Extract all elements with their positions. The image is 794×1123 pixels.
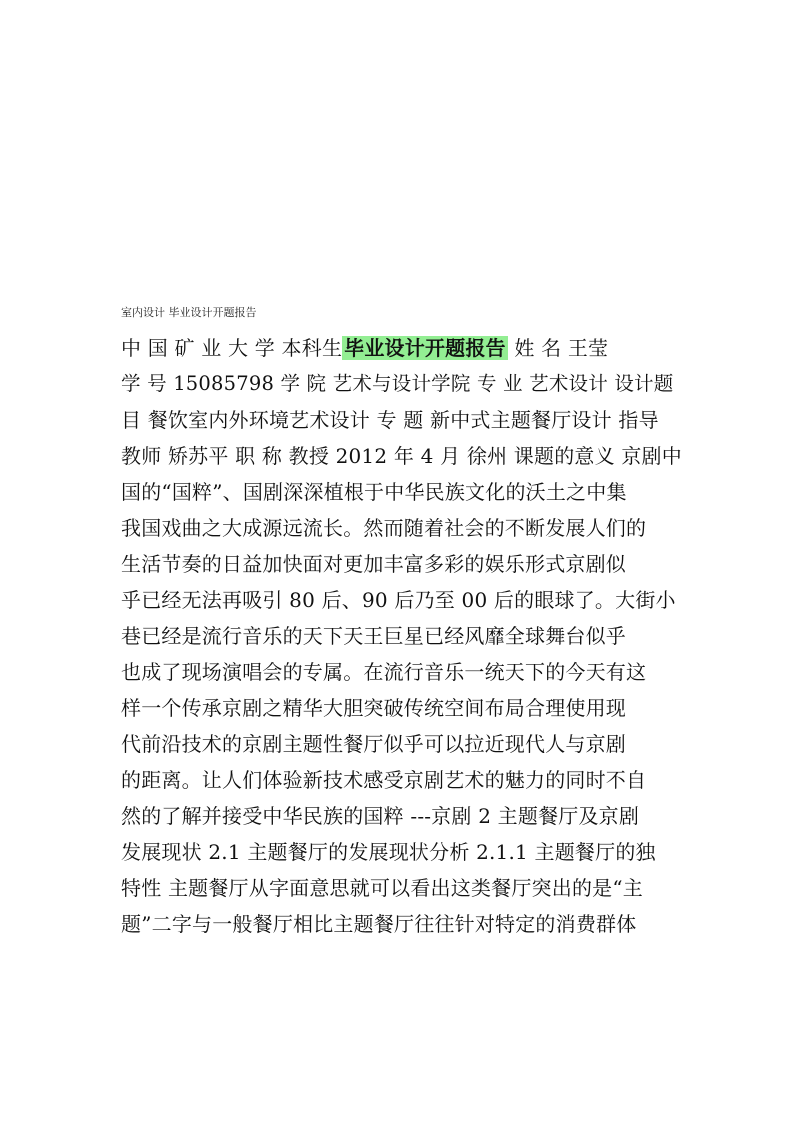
text-line-6: 我国戏曲之大成源远流长。然而随着社会的不断发展人们的	[121, 516, 647, 540]
text-line-17: 题”二字与一般餐厅相比主题餐厅往往针对特定的消费群体	[121, 912, 637, 936]
text-line-5: 国的“国粹”、国剧深深植根于中华民族文化的沃土之中集	[121, 480, 627, 504]
text-line-2: 学 号 15085798 学 院 艺术与设计学院 专 业 艺术设计 设计题	[121, 372, 674, 395]
text-line-14: 然的了解并接受中华民族的国粹 ---京剧 2 主题餐厅及京剧	[121, 804, 640, 828]
student-name: 姓 名 王莹	[507, 336, 609, 360]
text-line-10: 也成了现场演唱会的专属。在流行音乐一统天下的今天有这	[121, 660, 647, 684]
text-line-16: 特性 主题餐厅从字面意思就可以看出这类餐厅突出的是“主	[121, 876, 643, 900]
text-line-15: 发展现状 2.1 主题餐厅的发展现状分析 2.1.1 主题餐厅的独	[121, 840, 656, 864]
text-line-11: 样一个传承京剧之精华大胆突破传统空间布局合理使用现	[121, 696, 626, 720]
text-line-4: 教师 矫苏平 职 称 教授 2012 年 4 月 徐州 课题的意义 京剧中	[121, 444, 682, 468]
text-line-9: 巷已经是流行音乐的天下天王巨星已经风靡全球舞台似乎	[121, 624, 626, 648]
text-line-13: 的距离。让人们体验新技术感受京剧艺术的魅力的同时不自	[121, 768, 647, 792]
text-line-8: 乎已经无法再吸引 80 后、90 后乃至 00 后的眼球了。大街小	[121, 588, 676, 612]
title-highlight: 毕业设计开题报告	[344, 336, 506, 360]
text-line-3: 目 餐饮室内外环境艺术设计 专 题 新中式主题餐厅设计 指导	[121, 408, 659, 432]
text-line-12: 代前沿技术的京剧主题性餐厅似乎可以拉近现代人与京剧	[121, 732, 626, 756]
text-line-7: 生活节奏的日益加快面对更加丰富多彩的娱乐形式京剧似	[121, 552, 626, 576]
text-line-1	[121, 330, 681, 366]
title-prefix: 中 国 矿 业 大 学 本科生	[121, 336, 343, 360]
body-text	[121, 330, 681, 942]
header-note: 室内设计 毕业设计开题报告	[121, 306, 257, 319]
